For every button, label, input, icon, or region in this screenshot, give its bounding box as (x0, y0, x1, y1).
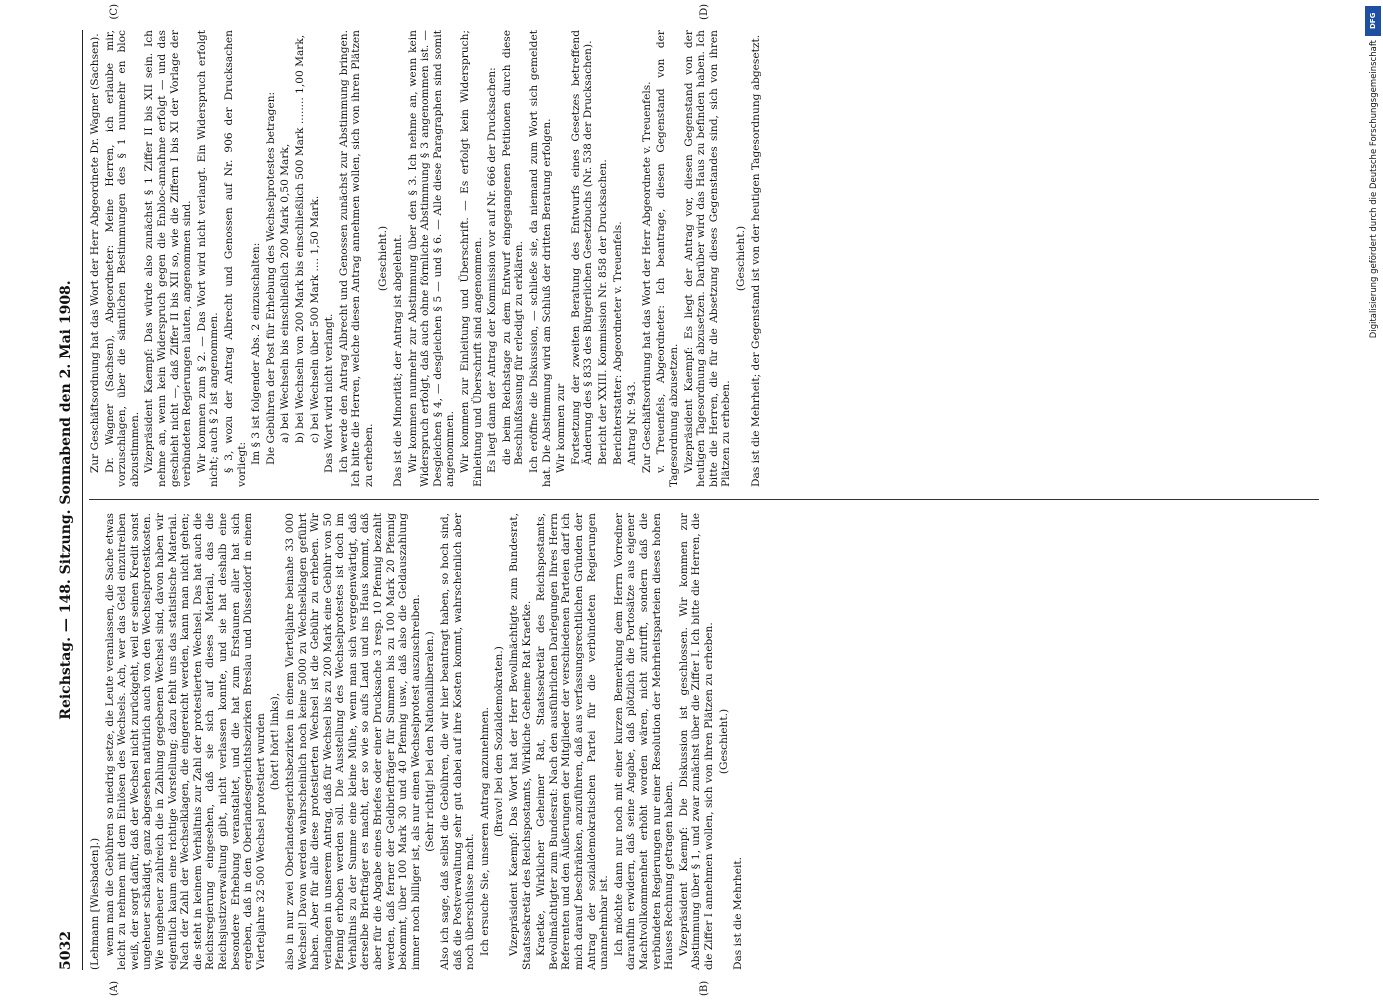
paragraph: a) bei Wechseln bis einschließlich 200 Mark 0,50 Mark, (279, 143, 292, 443)
paragraph: Das Wort wird nicht verlangt. (323, 313, 336, 473)
paragraph: Die Gebühren der Post für Erhebung des Wechselprotestes betragen: (264, 91, 277, 465)
paragraph: also in nur zwei Oberlandesgerichtsbezirken in einem Vierteljahre beinahe 33 000 Wechsel! Davon werden wahrscheinlich noch keine 5000 zu Wechselklagen geführt haben. Aber für alle diese protestierten Wechsel ist die Gebühr zu erheben. Wir verlangen in unserem Antrag, daß für Wechsel bis zu 200 Mark eine Gebühr von 50 Pfennig erhoben werden soll. Die Ausstellung des Wechselprotestes ist doch im Verhältnis zu der Summe eine kleine Mühe, wenn man sich vergegenwärtigt, daß derselbe Briefträger es macht, der so wie so aufs Land und ins Haus kommt, daß aber für die Abgabe eines Briefes oder einer Drucksache 3 resp. 10 Pfennig bezahlt werden, daß ferner der Geldbriefträger für Summen bis zu 100 Mark 20 Pfennig bekommt, über 100 Mark 30 und 40 Pfennig usw., daß also die Geldauszahlung immer noch billiger ist, als nur einen Wechselprotest auszuschreiben. (283, 513, 422, 970)
paragraph: die beim Reichstage zu dem Entwurf eingegangenen Petitionen durch diese Beschlußfassung für erledigt zu erklären. (500, 30, 526, 465)
paragraph: c) bei Wechseln über 500 Mark .... 1,50 Mark. (308, 195, 321, 443)
paragraph: Vizepräsident Kaempf: Das würde also zunächst § 1 Ziffer II bis XII sein. Ich nehme an, wenn kein Widerspruch gegen die Enbloc-annahme erfolgt — und das geschieht nicht —, daß Ziffer II bis XII so, wie die Ziffern I bis XI der Vorlage der verbündeten Regierungen lauten, angenommen sind. (143, 30, 194, 487)
paragraph: Im § 3 ist folgender Abs. 2 einzuschalten: (250, 242, 263, 465)
credit-text: Digitalisierung gefördert durch die Deutsche Forschungsgemeinschaft (1369, 40, 1379, 339)
right-column (89, 4, 1319, 487)
columns (89, 4, 1319, 996)
margin-marker-a: (A) (109, 980, 120, 996)
column-divider (89, 499, 1319, 500)
page-number: 5032 (58, 931, 74, 970)
paragraph: Berichterstatter: Abgeordneter v. Treuenfels. (611, 221, 624, 465)
paragraph: Vizepräsident Kaempf: Die Diskussion ist geschlossen. Wir kommen zur Abstimmung über § 1, und zwar zunächst über die Ziffer I. Ich bitte die Herren, die die Ziffer I annehmen wollen, sich von ihren Plätzen zu erheben. (677, 513, 715, 970)
paragraph: wenn man die Gebühren so niedrig setze, die Leute veranlassen, die Sache etwas leicht zu nehmen mit dem Einlösen des Wechsels. Ach, wer das Geld einzutreiben weiß, der sorgt dafür, daß der Wechsel nicht zurückgeht, weil er seinen Kredit sonst ungeheuer schädigt, ganz abgesehen natürlich auch von den Wechselprotestkosten. Wie ungeheuer zahlreich die in Zahlung gegebenen Wechsel sind, davon haben wir eigentlich kaum eine richtige Vorstellung; dazu fehlt uns das statistische Material. Nach der Zahl der Wechselklagen, die eingereicht werden, kann man nicht gehen; die steht in keinem Verhältnis zur Zahl der protestierten Wechsel. Das hat auch die Reichsregierung eingesehen, daß sie sich auf dieses Material, das die Reichsjustizverwaltung gibt, nicht verlassen konnte, und sie hat deshalb eine besondere Erhebung veranstaltet, und die hat zum Erstaunen aller hat sich ergeben, daß in den Oberlandesgerichtsbezirken Breslau und Düsseldorf in einem Vierteljahre 32 500 Wechsel protestiert wurden (103, 513, 267, 970)
paragraph: (Geschieht.) (734, 225, 747, 292)
rotated-page (40, 0, 1340, 1000)
paragraph: Antrag Nr. 943. (626, 381, 639, 465)
paragraph: Ich werde den Antrag Albrecht und Genossen zunächst zur Abstimmung bringen. Ich bitte die Herren, welche diesen Antrag annehmen wollen, sich von ihren Plätzen zu erheben. (337, 30, 375, 487)
margin-marker-d: (D) (699, 4, 710, 20)
paragraph: § 3, wozu der Antrag Albrecht und Genossen auf Nr. 906 der Drucksachen vorliegt: (222, 30, 248, 487)
paragraph: Das ist die Mehrheit. (732, 857, 745, 970)
paragraph: b) bei Wechseln von 200 Mark bis einschließlich 500 Mark ........ 1,00 Mark, (293, 34, 306, 443)
left-column (89, 513, 1319, 996)
paragraph: Es liegt dann der Antrag der Kommission vor auf Nr. 666 der Drucksachen: (486, 67, 499, 473)
paragraph: Also ich sage, daß selbst die Gebühren, die wir hier beantragt haben, so hoch sind, daß die Postverwaltung sehr gut dabei auf ihre Kosten kommt, wahrscheinlich aber noch überschüsse macht. (439, 513, 477, 970)
paragraph: Zur Geschäftsordnung hat das Wort der Herr Abgeordnete v. Treuenfels. (640, 81, 653, 473)
paragraph: (Bravo! bei den Sozialdemokraten.) (493, 646, 506, 837)
paragraph: Kraetke, Wirklicher Geheimer Rat, Staatssekretär des Reichspostamts, Bevollmächtigter zum Bundesrat: Nach den ausführlichen Darlegungen Ihres Herrn Referenten und den Äußerungen der Mitglieder der verschiedenen Parteien darf ich mich darauf beschränken, anzuführen, daß aus verfassungsrechtlichen Gründen der Antrag der sozialdemokratischen Partei für die verbündeten Regierungen unannehmbar ist. (535, 513, 611, 970)
paragraph: Wir kommen zur Einleitung und Überschrift. — Es erfolgt kein Widerspruch; Einleitung und Überschrift sind angenommen. (459, 30, 484, 487)
paragraph: (Sehr richtig! bei den Nationalliberalen.) (424, 631, 437, 852)
paragraph: Ich ersuche Sie, unseren Antrag anzunehmen. (478, 706, 491, 956)
paragraph: Vizepräsident Kaempf: Das Wort hat der Herr Bevollmächtigte zum Bundesrat, Staatssekretär des Reichspostamts, Wirkliche Geheime Rat Kraetke. (508, 513, 533, 970)
paragraph: (Lehmann [Wiesbaden].) (89, 837, 101, 970)
paragraph: Das ist die Minorität; der Antrag ist abgelehnt. (392, 234, 405, 487)
margin-marker-c: (C) (109, 4, 120, 20)
dfg-logo: DFG (1365, 6, 1381, 36)
paragraph: Wir kommen zur (555, 383, 568, 473)
paragraph: Vizepräsident Kaempf: Es liegt der Antrag vor, diesen Gegenstand von der heutigen Tagesordnung abzusetzen. Darüber wird das Haus zu befinden haben. Ich bitte die Herren, die für die Absetzung dieses Gegenstandes sind, sich von ihren Plätzen zu erheben. (682, 30, 733, 487)
paragraph: (hört! hört! links), (269, 692, 282, 791)
paragraph: Bericht der XXIII. Kommission Nr. 858 der Drucksachen. (596, 159, 609, 465)
paragraph: (Geschieht.) (717, 708, 730, 775)
paragraph: Ich eröffne die Diskussion, — schließe sie, da niemand zum Wort sich gemeldet hat. Die Abstimmung wird am Schluß der dritten Beratung erfolgen. (528, 30, 553, 487)
paragraph: Wir kommen nunmehr zur Abstimmung über den § 3. Ich nehme an, wenn kein Widerspruch erfolgt, daß auch ohne förmliche Abstimmung § 3 angenommen ist. — Desgleichen § 4, — desgleichen § 5 — und § 6. — Alle diese Paragraphen sind somit angenommen. (406, 30, 457, 487)
paragraph: (Geschieht.) (377, 225, 390, 292)
page-title: Reichstag. — 148. Sitzung. Sonnabend den 2. Mai 1908. (58, 280, 74, 720)
margin-marker-b: (B) (699, 980, 710, 996)
paragraph: Ich möchte dann nur noch mit einer kurzen Bemerkung dem Herrn Vorredner daraufhin erwidern, daß seine Angabe, daß plötzlich die Portosätze aus eigener Machtvollkommenheit erhöht worden wären, nicht zutrifft, sondern daß die verbündeten Regierungen nur einer Resolution der Mehrheitsparteien dieses hohen Hauses Rechnung getragen haben. (612, 513, 676, 970)
paragraph: Wir kommen zum § 2. — Das Wort wird nicht verlangt. Ein Widerspruch erfolgt nicht; auch § 2 ist angenommen. (195, 30, 221, 487)
page-header (54, 30, 83, 970)
paragraph: Dr. Wagner (Sachsen), Abgeordneter: Meine Herren, ich erlaube mir, vorzuschlagen, über die sämtlichen Bestimmungen des § 1 nunmehr en bloc abzustimmen. (103, 30, 141, 487)
paragraph: Zur Geschäftsordnung hat das Wort der Herr Abgeordnete Dr. Wagner (Sachsen). (89, 33, 101, 473)
digitization-credit (1363, 6, 1381, 994)
paragraph: Das ist die Mehrheit; der Gegenstand ist von der heutigen Tagesordnung abgesetzt. (749, 34, 762, 487)
paragraph: v. Treuenfels, Abgeordneter: Ich beantrage, diesen Gegenstand von der Tagesordnung abzusetzen. (655, 30, 680, 487)
paragraph: Fortsetzung der zweiten Beratung des Entwurfs eines Gesetzes betreffend Änderung des § 833 des Bürgerlichen Gesetzbuchs (Nr. 538 der Drucksachen). (569, 30, 595, 465)
